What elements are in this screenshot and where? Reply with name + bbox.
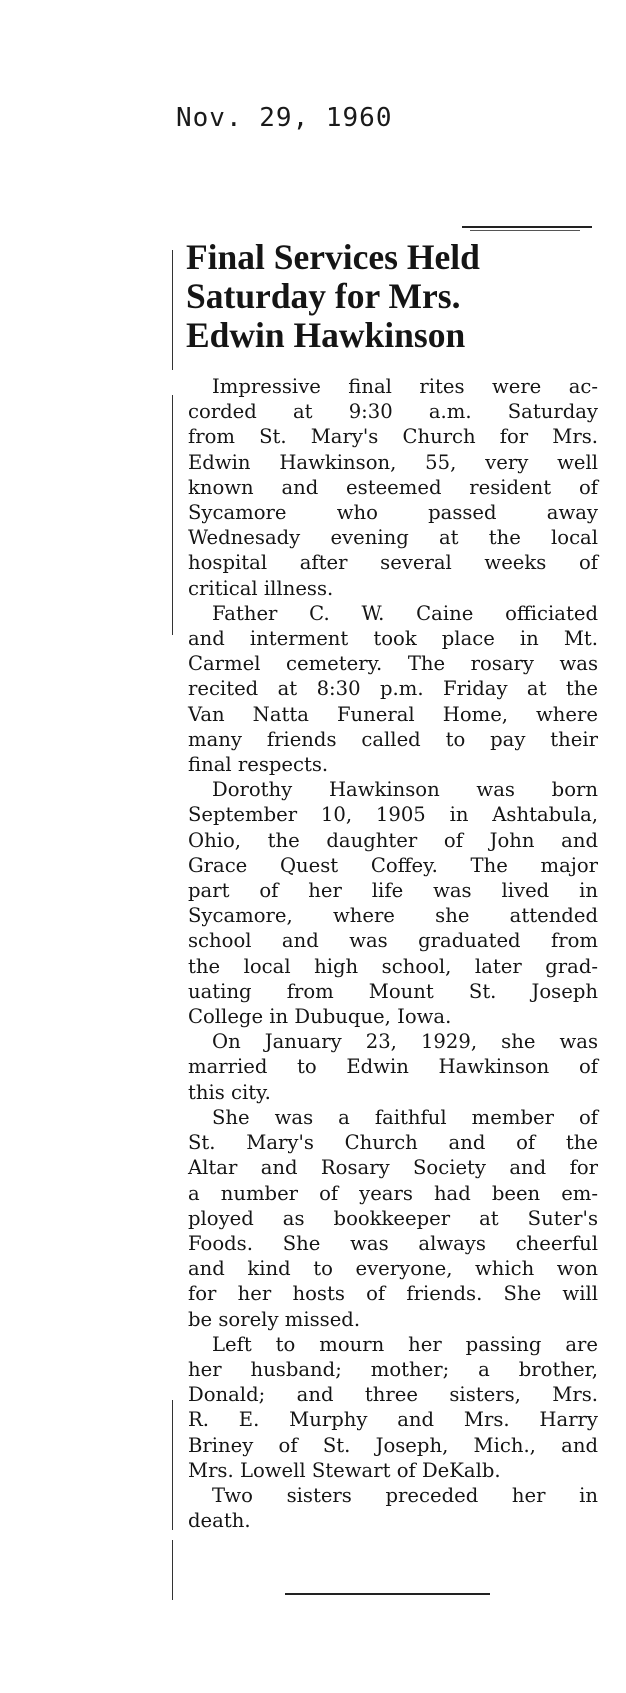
article-line: She was a faithful member of [212,1105,598,1129]
article-line: R. E. Murphy and Mrs. Harry [188,1408,598,1432]
article-line: and interment took place in Mt. [188,627,598,651]
article-line: recited at 8:30 p.m. Friday at the [188,677,598,701]
left-margin-line [172,395,173,635]
article-paragraph [188,777,598,1029]
article-line: Sycamore who passed away [188,501,598,525]
article-line: final respects. [188,753,329,777]
article-line: Wednesady evening at the local [188,526,598,550]
article-paragraph [188,374,598,601]
article-paragraph [188,601,598,777]
article-line: Altar and Rosary Society and for [188,1156,598,1180]
article-body [188,374,598,1533]
article-line: Briney of St. Joseph, Mich., and [188,1433,598,1457]
article-line: her husband; mother; a brother, [188,1357,598,1381]
article-paragraph [188,1105,598,1332]
article-line: and kind to everyone, which won [188,1257,598,1281]
article-line: Grace Quest Coffey. The major [188,853,598,877]
article-line: Donald; and three sisters, Mrs. [188,1383,598,1407]
article-line: for her hosts of friends. She will [188,1282,598,1306]
article-line: be sorely missed. [188,1307,361,1331]
article-line: Mrs. Lowell Stewart of DeKalb. [188,1458,501,1482]
article-line: uating from Mount St. Joseph [188,979,598,1003]
article-line: September 10, 1905 in Ashtabula, [188,803,598,827]
article-line: College in Dubuque, Iowa. [188,1005,452,1029]
article-line: corded at 9:30 a.m. Saturday [188,400,598,424]
article-line: St. Mary's Church and of the [188,1131,598,1155]
article-line: many friends called to pay their [188,727,598,751]
article-paragraph [188,1483,598,1533]
article-line: Father C. W. Caine officiated [212,601,598,625]
article-line: part of her life was lived in [188,879,598,903]
left-margin-line [172,1540,173,1600]
article-line: known and esteemed resident of [188,475,598,499]
article-line: Foods. She was always cheerful [188,1231,598,1255]
headline-line: Edwin Hawkinson [186,315,466,355]
clipping-date: Nov. 29, 1960 [176,103,393,133]
headline-line: Saturday for Mrs. [186,276,461,316]
article-line: school and was graduated from [188,929,598,953]
left-margin-line [172,250,173,370]
article-line: from St. Mary's Church for Mrs. [188,425,598,449]
headline-line: Final Services Held [186,237,480,277]
article-line: Left to mourn her passing are [212,1332,598,1356]
article-line: this city. [188,1080,271,1104]
article-line: a number of years had been em- [188,1181,598,1205]
article-line: Ohio, the daughter of John and [188,828,598,852]
article-paragraph [188,1029,598,1105]
bottom-rule [285,1593,490,1595]
headline [186,238,596,355]
article-line: ployed as bookkeeper at Suter's [188,1206,598,1230]
top-rule [462,226,592,228]
article-line: Sycamore, where she attended [188,904,598,928]
article-line: death. [188,1509,251,1533]
article-line: the local high school, later grad- [188,954,598,978]
article-line: hospital after several weeks of [188,551,598,575]
left-margin-line [172,1400,173,1530]
article-line: Two sisters preceded her in [212,1483,598,1507]
article-line: critical illness. [188,576,334,600]
article-paragraph [188,1332,598,1483]
article-line: married to Edwin Hawkinson of [188,1055,598,1079]
article-line: Carmel cemetery. The rosary was [188,652,598,676]
article-line: Edwin Hawkinson, 55, very well [188,450,598,474]
article-line: Impressive final rites were ac- [212,375,598,398]
article-line: Van Natta Funeral Home, where [188,702,598,726]
article-line: Dorothy Hawkinson was born [212,778,598,802]
article-line: On January 23, 1929, she was [212,1030,598,1054]
top-rule-thin [470,230,580,231]
